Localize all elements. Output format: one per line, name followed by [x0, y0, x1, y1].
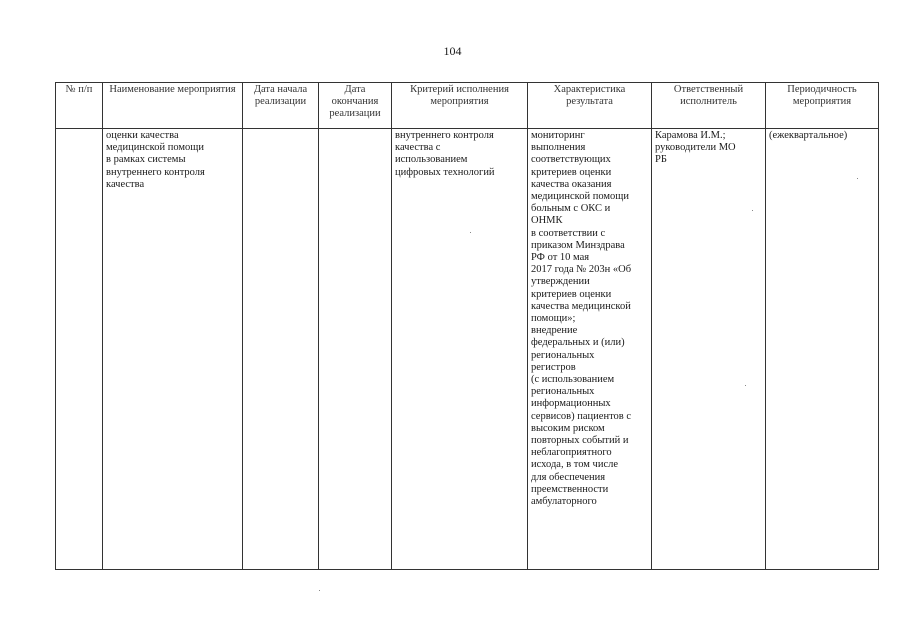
cell-end-date — [319, 129, 392, 570]
cell-num — [56, 129, 103, 570]
table-row — [56, 129, 879, 570]
cell-responsible: Карамова И.М.; руководители МО РБ — [652, 129, 766, 570]
cell-criterion: внутреннего контроля качества с использованием цифровых технологий — [392, 129, 528, 570]
header-responsible: Ответственный исполнитель — [652, 83, 766, 129]
cell-result: мониторинг выполнения соответствующих критериев оценки качества оказания медицинской помощи больным с ОКС и ОНМК в соответствии с приказом Минздрава РФ от 10 мая 2017 года № 203н «Об утверждении критериев оценки качества медицинской помощи»; внедрение федеральных и (или) региональных регистров (с использованием региональных информационных сервисов) пациентов с высоким риском повторных событий и неблагоприятного исхода, в том числе для обеспечения преемственности амбулаторного — [528, 129, 652, 570]
scan-speck — [752, 210, 753, 211]
header-start-date: Дата начала реализации — [243, 83, 319, 129]
cell-name: оценки качества медицинской помощи в рамках системы внутреннего контроля качества — [103, 129, 243, 570]
header-periodicity: Периодичность мероприятия — [766, 83, 879, 129]
page-number: 104 — [443, 44, 462, 58]
cell-periodicity: (ежеквартальное) — [766, 129, 879, 570]
header-end-date: Дата окончания реализации — [319, 83, 392, 129]
header-name: Наименование мероприятия — [103, 83, 243, 129]
header-criterion: Критерий исполнения мероприятия — [392, 83, 528, 129]
scan-speck — [319, 590, 320, 591]
header-row — [56, 83, 879, 129]
header-num: № п/п — [56, 83, 103, 129]
header-result: Характеристика результата — [528, 83, 652, 129]
scan-speck — [857, 178, 858, 179]
scan-speck — [745, 385, 746, 386]
scan-speck — [470, 232, 471, 233]
measures-table — [55, 82, 879, 570]
cell-start-date — [243, 129, 319, 570]
